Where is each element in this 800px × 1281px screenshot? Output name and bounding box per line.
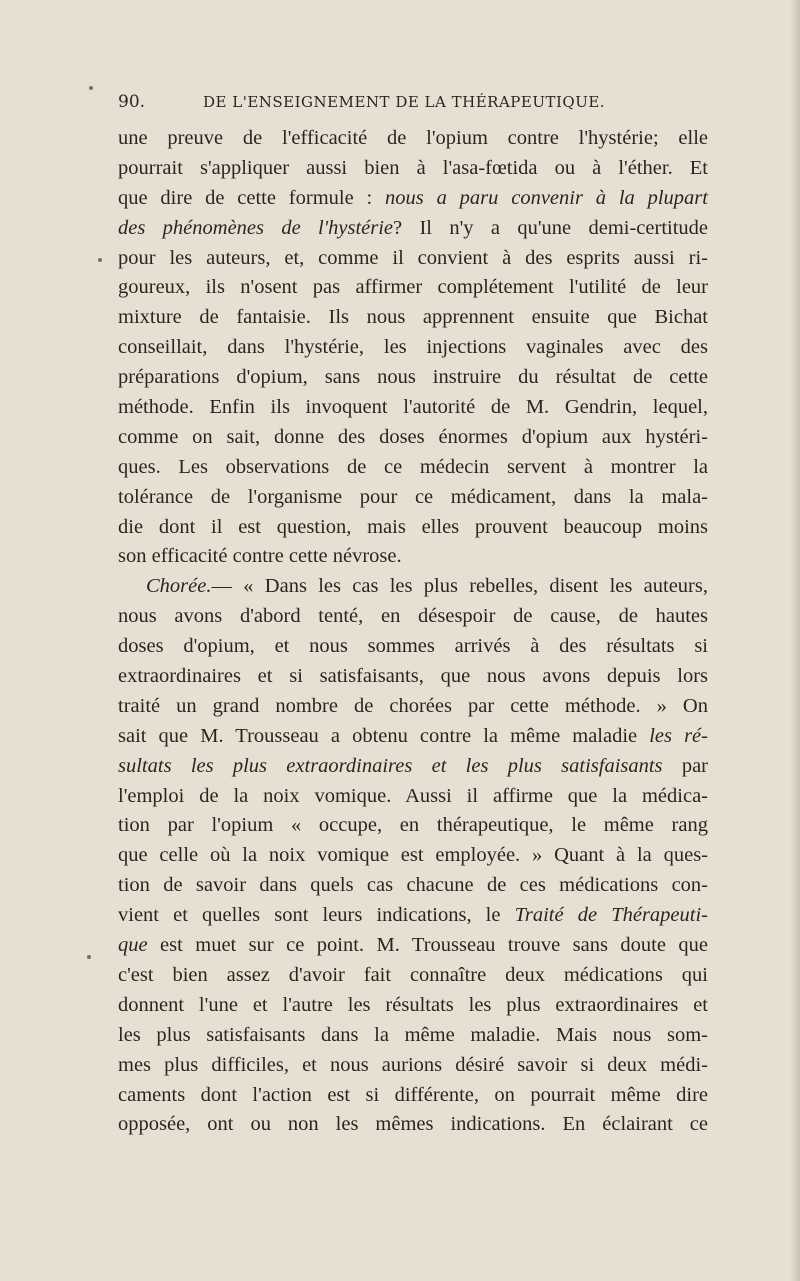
text-segment: opposée, ont ou non les mêmes indications. En éclairant ce (118, 1113, 708, 1136)
text-line (118, 303, 708, 333)
text-segment: comme on sait, donne des doses énormes d'opium aux hystéri- (118, 425, 708, 448)
text-segment: doses d'opium, et nous sommes arrivés à des résultats si (118, 635, 708, 658)
text-segment: nous avons d'abord tenté, en désespoir de cause, de hautes (118, 605, 708, 628)
text-line (118, 692, 708, 722)
text-segment: caments dont l'action est si différente, on pourrait même dire (118, 1083, 708, 1106)
italic-text: les ré- (649, 724, 708, 747)
text-line (118, 871, 708, 901)
text-line (118, 1051, 708, 1081)
text-line (118, 841, 708, 871)
text-segment: — « Dans les cas les plus rebelles, disent les auteurs, (211, 575, 708, 598)
italic-text: nous a paru convenir à la plupart (385, 186, 708, 209)
text-segment: est muet sur ce point. M. Trousseau trouve sans doute que (147, 934, 708, 957)
text-line (118, 602, 708, 632)
text-line (118, 662, 708, 692)
italic-text: sultats les plus extraordinaires et les plus satisfaisants (118, 754, 663, 777)
text-line (118, 782, 708, 812)
text-segment: ques. Les observations de ce médecin servent à montrer la (118, 455, 708, 478)
text-segment: méthode. Enfin ils invoquent l'autorité de M. Gendrin, lequel, (118, 396, 708, 419)
text-line (118, 632, 708, 662)
text-line (118, 931, 708, 961)
margin-speck (89, 86, 93, 90)
text-line (118, 1110, 708, 1140)
text-segment: ? Il n'y a qu'une demi-certitude (393, 216, 709, 239)
text-segment: traité un grand nombre de chorées par cette méthode. » On (118, 694, 708, 717)
text-segment: c'est bien assez d'avoir fait connaître deux médications qui (118, 963, 708, 986)
text-line (118, 273, 708, 303)
text-line (118, 184, 708, 214)
text-segment: sait que M. Trousseau a obtenu contre la même maladie (118, 724, 650, 747)
page-number: 90. (118, 92, 146, 112)
text-line (118, 961, 708, 991)
text-segment: mixture de fantaisie. Ils nous apprennent ensuite que Bichat (118, 306, 708, 329)
text-segment: vient et quelles sont leurs indications, le (118, 904, 515, 927)
text-line (118, 1081, 708, 1111)
text-segment: son efficacité contre cette névrose. (118, 545, 402, 568)
text-segment: que dire de cette formule : (118, 186, 386, 209)
text-line (118, 393, 708, 423)
italic-text: Traité de Thérapeuti- (514, 904, 708, 927)
text-line (118, 991, 708, 1021)
text-line (118, 363, 708, 393)
body-text (118, 124, 708, 1140)
text-segment: conseillait, dans l'hystérie, les injections vaginales avec des (118, 336, 708, 359)
text-segment: pour les auteurs, et, comme il convient à des esprits aussi ri- (118, 246, 708, 269)
text-line (118, 542, 708, 572)
text-segment: donnent l'une et l'autre les résultats les plus extraordinaires et (118, 993, 708, 1016)
text-segment: tolérance de l'organisme pour ce médicament, dans la mala- (118, 485, 708, 508)
text-segment: l'emploi de la noix vomique. Aussi il affirme que la médica- (118, 784, 708, 807)
italic-text: que (118, 934, 148, 957)
text-line (118, 572, 708, 602)
text-line (118, 752, 708, 782)
text-segment: extraordinaires et si satisfaisants, que nous avons depuis lors (118, 665, 708, 688)
margin-speck (87, 955, 91, 959)
text-line (118, 244, 708, 274)
text-line (118, 1021, 708, 1051)
margin-speck (98, 258, 102, 262)
text-line (118, 214, 708, 244)
text-line (118, 483, 708, 513)
italic-text: Chorée. (146, 575, 212, 598)
text-line (118, 154, 708, 184)
text-segment: par (662, 754, 708, 777)
text-segment: mes plus difficiles, et nous aurions désiré savoir si deux médi- (118, 1053, 708, 1076)
text-line (118, 333, 708, 363)
text-line (118, 811, 708, 841)
running-title: DE L'ENSEIGNEMENT DE LA THÉRAPEUTIQUE. (203, 93, 606, 111)
text-segment: die dont il est question, mais elles prouvent beaucoup moins (118, 515, 708, 538)
text-line (118, 423, 708, 453)
text-segment: goureux, ils n'osent pas affirmer complétement l'utilité de leur (118, 276, 708, 299)
page-header (118, 92, 708, 116)
text-line (118, 722, 708, 752)
text-segment: pourrait s'appliquer aussi bien à l'asa-fœtida ou à l'éther. Et (118, 156, 708, 179)
text-line (118, 513, 708, 543)
text-segment: une preuve de l'efficacité de l'opium contre l'hystérie; elle (118, 127, 708, 149)
text-segment: tion de savoir dans quels cas chacune de ces médications con- (118, 874, 708, 897)
text-segment: que celle où la noix vomique est employée. » Quant à la ques- (118, 844, 708, 867)
text-segment: préparations d'opium, sans nous instruire du résultat de cette (118, 366, 708, 389)
text-segment: tion par l'opium « occupe, en thérapeutique, le même rang (118, 814, 708, 837)
italic-text: des phénomènes de l'hystérie (118, 216, 394, 239)
text-line (118, 124, 708, 154)
text-line (118, 453, 708, 483)
text-line (118, 901, 708, 931)
text-segment: les plus satisfaisants dans la même maladie. Mais nous som- (118, 1023, 708, 1046)
